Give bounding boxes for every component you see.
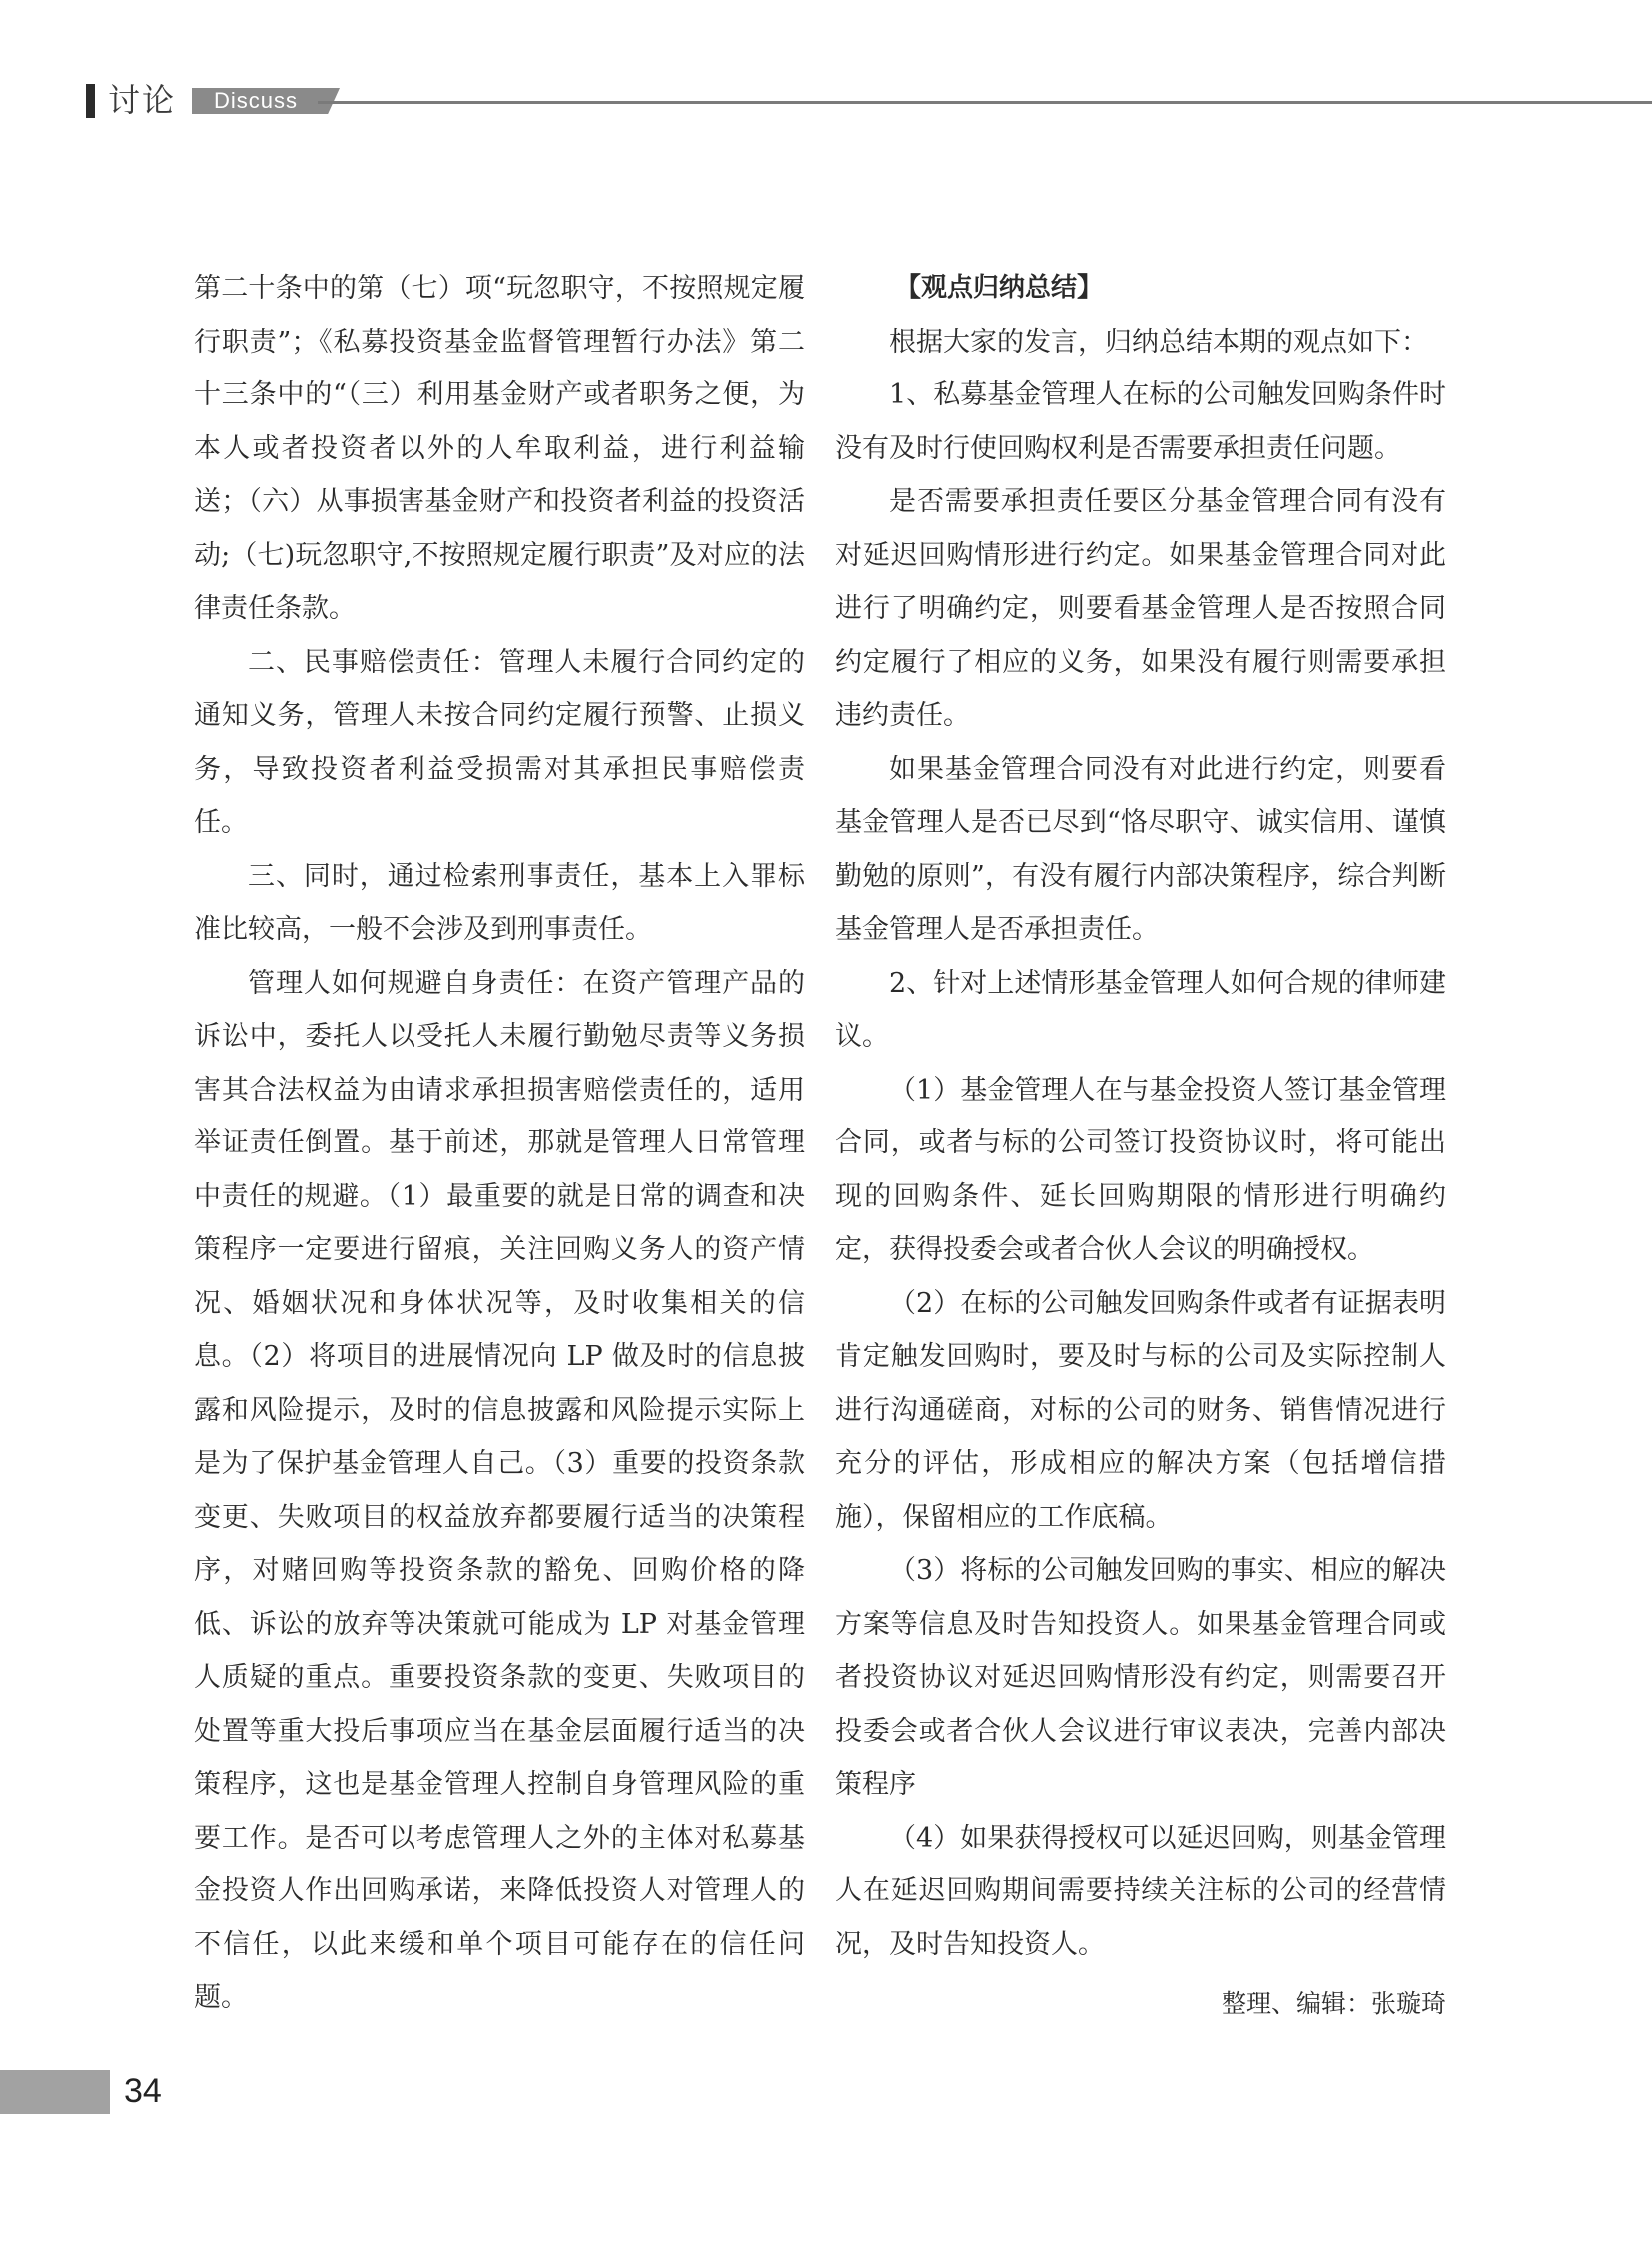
right-paragraph-3: 是否需要承担责任要区分基金管理合同有没有对延迟回购情形进行约定。如果基金管理合同对此进行了明确约定，则要看基金管理人是否按照合同约定履行了相应的义务，如果没有履行则需要承担违约责任。	[835, 486, 1446, 731]
section-tag: Discuss	[214, 88, 299, 113]
right-paragraph-2: 1、私募基金管理人在标的公司触发回购条件时没有及时行使回购权利是否需要承担责任问题。	[835, 379, 1446, 464]
editor-credit: 整理、编辑：张璇琦	[1221, 1989, 1446, 2018]
left-paragraph-2: 二、民事赔偿责任：管理人未履行合同约定的通知义务，管理人未按合同约定履行预警、止损义务，导致投资者利益受损需对其承担民事赔偿责任。	[194, 646, 805, 838]
left-paragraph-1: 第二十条中的第（七）项“玩忽职守，不按照规定履行职责”；《私募投资基金监督管理暂行办法》第二十三条中的“（三）利用基金财产或者职务之便，为本人或者投资者以外的人牟取利益，进行利益输送；（六）从事损害基金财产和投资者利益的投资活动;（七)玩忽职守,不按照规定履行职责”及对应的法律责任条款。	[194, 273, 805, 624]
footer-bar	[0, 2070, 110, 2114]
right-paragraph-7: （2）在标的公司触发回购条件或者有证据表明肯定触发回购时，要及时与标的公司及实际控制人进行沟通磋商，对标的公司的财务、销售情况进行充分的评估，形成相应的解决方案（包括增信措施），保留相应的工作底稿。	[835, 1287, 1446, 1533]
section-title: 讨论	[108, 81, 177, 119]
right-column	[835, 262, 1446, 2031]
right-paragraph-8: （3）将标的公司触发回购的事实、相应的解决方案等信息及时告知投资人。如果基金管理合同或者投资协议对延迟回购情形没有约定，则需要召开投委会或者合伙人会议进行审议表决，完善内部决策程序	[835, 1555, 1446, 1800]
summary-heading: 【观点归纳总结】	[895, 273, 1104, 303]
header-accent-bar	[86, 84, 95, 118]
left-paragraph-4: 管理人如何规避自身责任：在资产管理产品的诉讼中，委托人以受托人未履行勤勉尽责等义务损害其合法权益为由请求承担损害赔偿责任的，适用举证责任倒置。基于前述，那就是管理人日常管理中责任的规避。（1）最重要的就是日常的调查和决策程序一定要进行留痕，关注回购义务人的资产情况、婚姻状况和身体状况等，及时收集相关的信息。（2）将项目的进展情况向 LP 做及时的信息披露和风险提示，及时的信息披露和风险提示实际上是为了保护基金管理人自己。（3）重要的投资条款变更、失败项目的权益放弃都要履行适当的决策程序，对赌回购等投资条款的豁免、回购价格的降低、诉讼的放弃等决策就可能成为 LP 对基金管理人质疑的重点。重要投资条款的变更、失败项目的处置等重大投后事项应当在基金层面履行适当的决策程序，这也是基金管理人控制自身管理风险的重要工作。是否可以考虑管理人之外的主体对私募基金投资人作出回购承诺，来降低投资人对管理人的不信任，以此来缓和单个项目可能存在的信任问题。	[194, 967, 805, 2013]
header-rule	[318, 101, 1652, 104]
right-paragraph-9: （4）如果获得授权可以延迟回购，则基金管理人在延迟回购期间需要持续关注标的公司的经营情况，及时告知投资人。	[835, 1822, 1446, 1960]
left-paragraph-3: 三、同时，通过检索刑事责任，基本上入罪标准比较高，一般不会涉及到刑事责任。	[194, 860, 805, 945]
left-column	[194, 262, 805, 2025]
right-paragraph-6: （1）基金管理人在与基金投资人签订基金管理合同，或者与标的公司签订投资协议时，将可能出现的回购条件、延长回购期限的情形进行明确约定，获得投委会或者合伙人会议的明确授权。	[835, 1074, 1446, 1265]
page-header	[0, 0, 1652, 140]
right-paragraph-1: 根据大家的发言，归纳总结本期的观点如下：	[889, 326, 1428, 358]
page-number: 34	[124, 2072, 162, 2110]
right-paragraph-4: 如果基金管理合同没有对此进行约定，则要看基金管理人是否已尽到“恪尽职守、诚实信用、谨慎勤勉的原则”，有没有履行内部决策程序，综合判断基金管理人是否承担责任。	[835, 753, 1446, 945]
right-paragraph-5: 2、针对上述情形基金管理人如何合规的律师建议。	[835, 967, 1446, 1052]
